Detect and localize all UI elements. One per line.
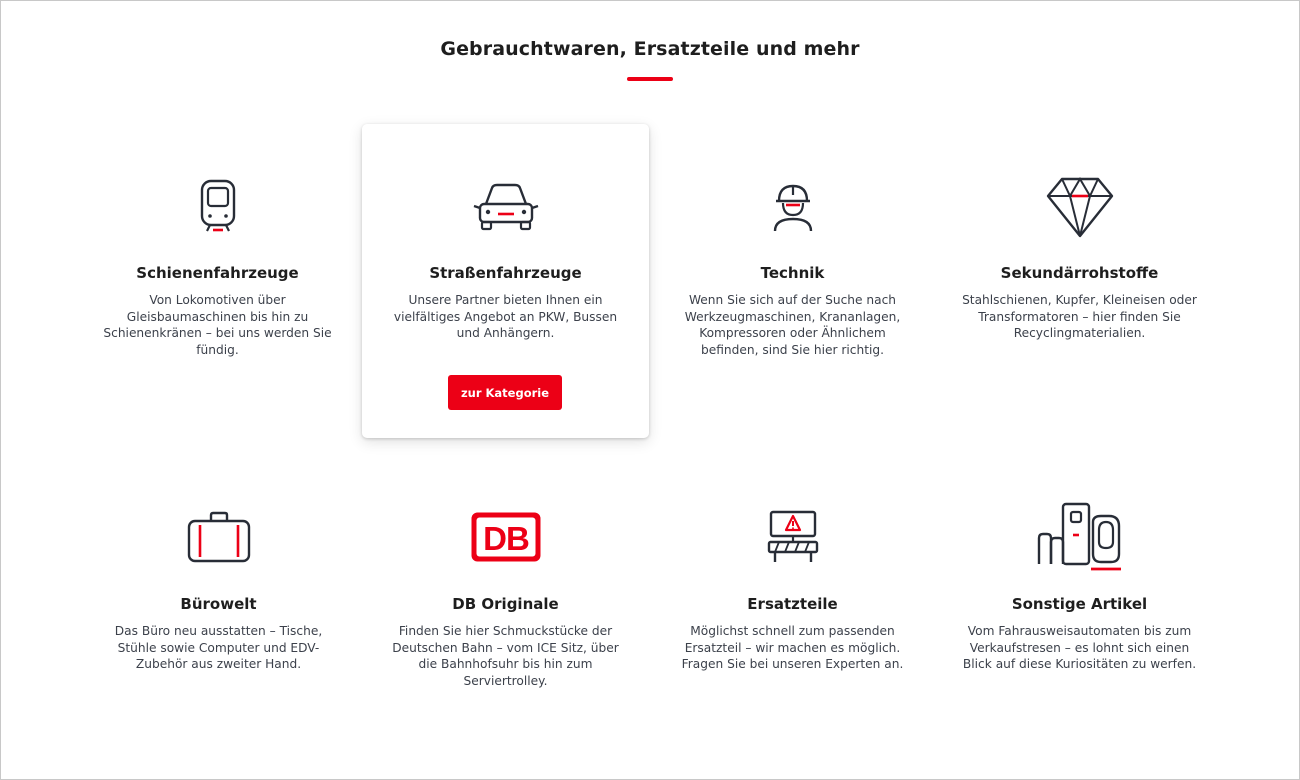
category-description: Unsere Partner bieten Ihnen ein vielfältiges Angebot an PKW, Bussen und Anhängern. — [393, 293, 618, 340]
section-heading: Gebrauchtwaren, Ersatzteile und mehr — [440, 38, 860, 60]
db-logo-icon — [362, 502, 649, 572]
car-icon — [362, 172, 649, 242]
category-title: Sekundärrohstoffe — [1000, 264, 1159, 282]
category-tile-ersatzteile[interactable] — [649, 470, 936, 710]
db-logo-text: DB — [482, 520, 529, 557]
category-description: Möglichst schnell zum passenden Ersatzteil – wir machen es möglich. Fragen Sie bei unseren Experten an. — [681, 624, 904, 671]
category-tile-sonstige-artikel[interactable] — [936, 470, 1223, 710]
category-description: Finden Sie hier Schmuckstücke der Deutschen Bahn – vom ICE Sitz, über die Bahnhofsuhr bis hin zum Serviertrolley. — [392, 624, 619, 688]
ticket-machine-icon — [936, 502, 1223, 572]
category-description: Vom Fahrausweisautomaten bis zum Verkaufstresen – es lohnt sich einen Blick auf diese Kuriositäten zu werfen. — [962, 624, 1197, 671]
category-description: Das Büro neu ausstatten – Tische, Stühle sowie Computer und EDV-Zubehör aus zweiter Hand. — [114, 624, 323, 671]
category-tile-strassenfahrzeuge[interactable] — [362, 124, 649, 438]
briefcase-icon — [75, 502, 362, 572]
diamond-icon — [936, 172, 1223, 242]
category-description: Stahlschienen, Kupfer, Kleineisen oder Transformatoren – hier finden Sie Recyclingmaterialien. — [962, 293, 1197, 340]
category-description: Von Lokomotiven über Gleisbaumaschinen bis hin zu Schienenkränen – bei uns werden Sie fündig. — [103, 293, 332, 357]
warning-barrier-icon — [649, 502, 936, 572]
category-title: Straßenfahrzeuge — [429, 264, 582, 282]
category-title: Technik — [760, 264, 825, 282]
heading-underline — [627, 77, 673, 81]
category-title: Bürowelt — [180, 595, 257, 613]
category-title: Schienenfahrzeuge — [136, 264, 299, 282]
category-tile-buerowelt[interactable] — [75, 470, 362, 710]
category-tile-schienenfahrzeuge[interactable] — [74, 124, 361, 438]
category-title: Sonstige Artikel — [1011, 595, 1148, 613]
category-title: DB Originale — [452, 595, 559, 613]
category-description: Wenn Sie sich auf der Suche nach Werkzeugmaschinen, Krananlagen, Kompressoren oder Ähnlichem befinden, sind Sie hier richtig. — [684, 293, 901, 357]
zur-kategorie-button[interactable]: zur Kategorie — [448, 375, 562, 410]
category-title: Ersatzteile — [747, 595, 838, 613]
category-tile-sekundaerrohstoffe[interactable] — [936, 124, 1223, 438]
train-icon — [74, 172, 361, 242]
category-tile-db-originale[interactable] — [362, 470, 649, 710]
worker-helmet-icon — [649, 172, 936, 242]
category-tile-technik[interactable] — [649, 124, 936, 438]
